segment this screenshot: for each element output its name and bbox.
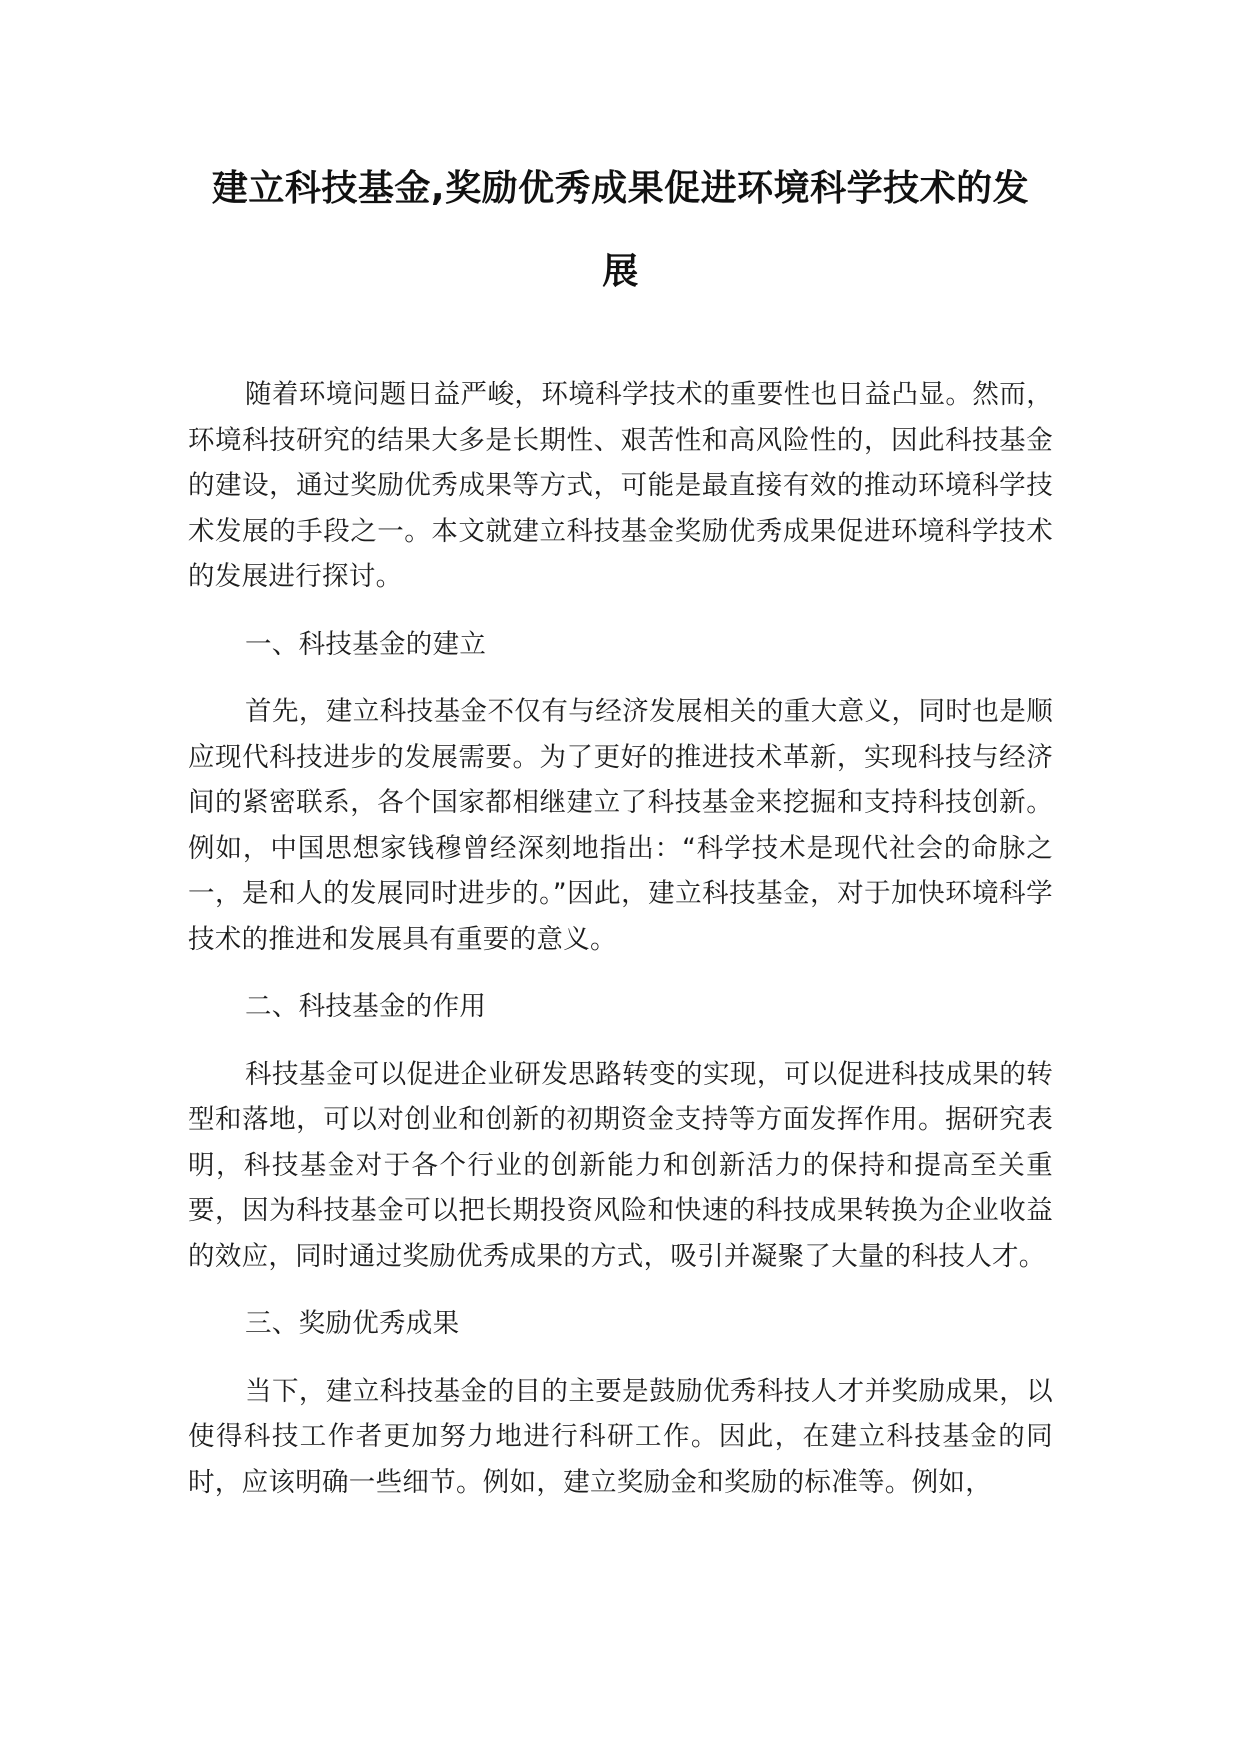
section-paragraph-1: 首先，建立科技基金不仅有与经济发展相关的重大意义，同时也是顺应现代科技进步的发展需要。为了更好的推进技术革新，实现科技与经济间的紧密联系，各个国家都相继建立了科技基金来挖掘和支持科技创新。例如，中国思想家钱穆曾经深刻地指出：“科学技术是现代社会的命脉之一，是和人的发展同时进步的。”因此，建立科技基金，对于加快环境科学技术的推进和发展具有重要的意义。: [188, 696, 1053, 955]
document-body: [188, 372, 1053, 1527]
document-title: [190, 168, 1051, 293]
section-paragraph-3: 当下，建立科技基金的目的主要是鼓励优秀科技人才并奖励成果，以使得科技工作者更加努力地进行科研工作。因此，在建立科技基金的同时，应该明确一些细节。例如，建立奖励金和奖励的标准等。例如，: [188, 1375, 1053, 1498]
section-heading-1: 一、科技基金的建立: [245, 628, 487, 660]
title-line-1: 建立科技基金,奖励优秀成果促进环境科学技术的发: [211, 168, 1030, 209]
intro-paragraph: 随着环境问题日益严峻，环境科学技术的重要性也日益凸显。然而，环境科技研究的结果大多是长期性、艰苦性和高风险性的，因此科技基金的建设，通过奖励优秀成果等方式，可能是最直接有效的推动环境科学技术发展的手段之一。本文就建立科技基金奖励优秀成果促进环境科学技术的发展进行探讨。: [188, 379, 1053, 592]
section-paragraph-2: 科技基金可以促进企业研发思路转变的实现，可以促进科技成果的转型和落地，可以对创业和创新的初期资金支持等方面发挥作用。据研究表明，科技基金对于各个行业的创新能力和创新活力的保持和提高至关重要，因为科技基金可以把长期投资风险和快速的科技成果转换为企业收益的效应，同时通过奖励优秀成果的方式，吸引并凝聚了大量的科技人才。: [188, 1058, 1053, 1272]
section-heading-2: 二、科技基金的作用: [245, 991, 487, 1022]
section-heading-3: 三、奖励优秀成果: [245, 1308, 460, 1339]
title-line-2: 展: [602, 251, 639, 292]
